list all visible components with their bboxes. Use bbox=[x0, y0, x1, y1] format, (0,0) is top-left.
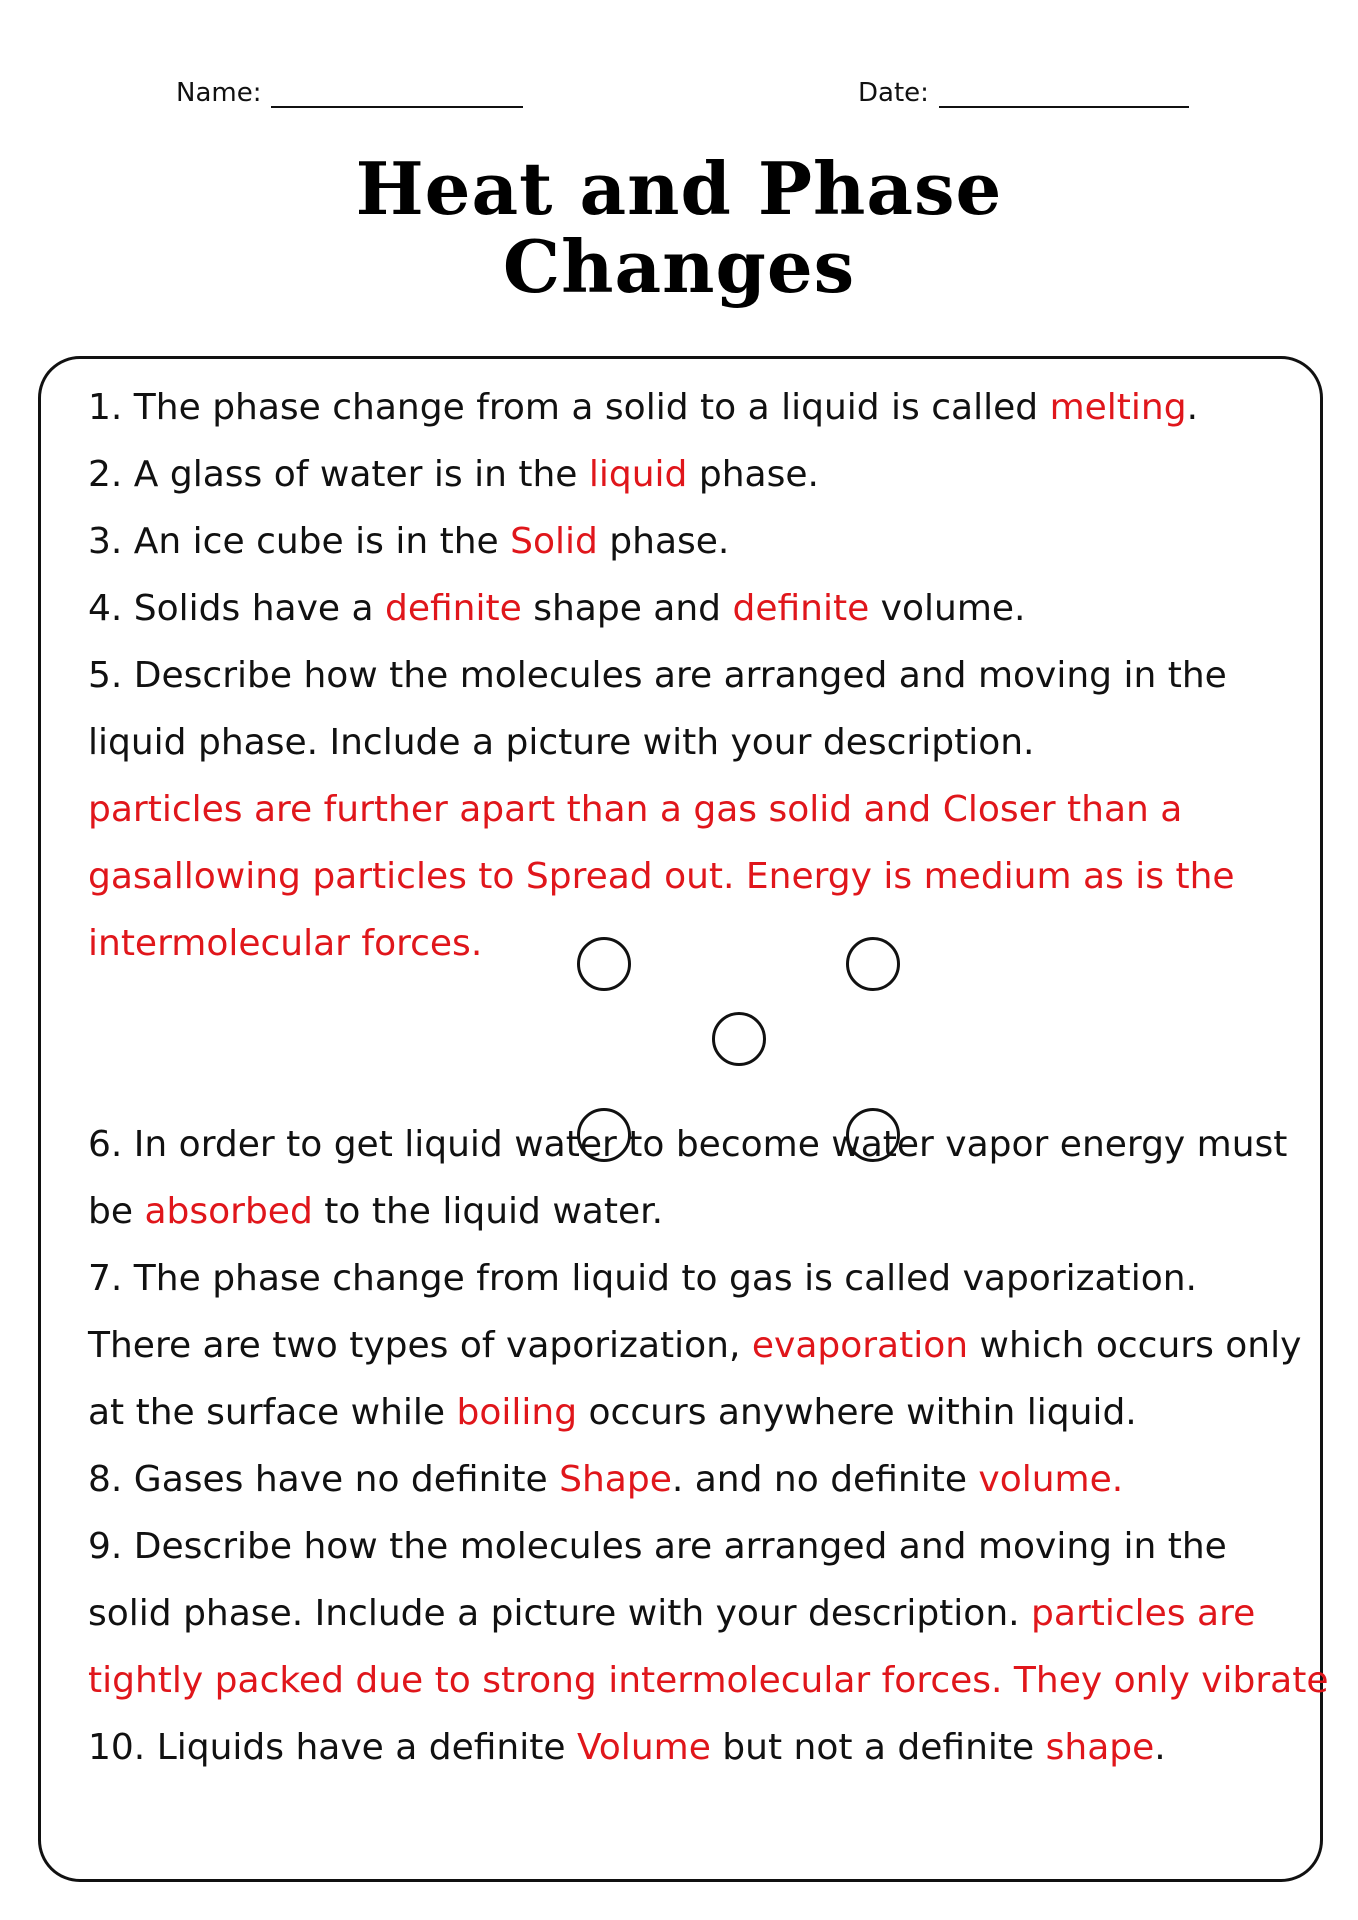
date-blank-line[interactable] bbox=[939, 78, 1189, 108]
question-6-line-2 bbox=[88, 1178, 1288, 1245]
question-4-text: 4. Solids have a bbox=[88, 588, 385, 629]
question-8-middle: . and no definite bbox=[671, 1459, 979, 1500]
question-10-text: 10. Liquids have a definite bbox=[88, 1727, 577, 1768]
question-3 bbox=[88, 508, 1288, 575]
question-2-text: 2. A glass of water is in the bbox=[88, 454, 589, 495]
particle-circle-center bbox=[712, 1012, 766, 1066]
title-line-2: Changes bbox=[502, 224, 856, 309]
question-7-line-3-text: at the surface while bbox=[88, 1392, 457, 1433]
question-10-suffix: . bbox=[1154, 1727, 1166, 1768]
question-4-suffix: volume. bbox=[869, 588, 1026, 629]
date-label: Date: bbox=[858, 78, 929, 108]
particle-circle-bottom-right bbox=[846, 1108, 900, 1162]
question-10-answer-2: shape bbox=[1045, 1727, 1155, 1768]
question-7-answer-2: boiling bbox=[456, 1392, 578, 1433]
question-1-suffix: . bbox=[1186, 387, 1199, 428]
question-7-line-1: 7. The phase change from liquid to gas is called vaporization. bbox=[88, 1258, 1197, 1299]
question-8-answer-1: Shape bbox=[559, 1459, 672, 1500]
question-4-answer-1: definite bbox=[385, 588, 522, 629]
particle-drawing-spacer bbox=[88, 977, 1288, 1111]
name-label: Name: bbox=[176, 78, 262, 108]
question-3-text: 3. An ice cube is in the bbox=[88, 521, 511, 562]
question-6-answer: absorbed bbox=[144, 1191, 313, 1232]
question-5-answer-line-2: gasallowing particles to Spread out. Energy is medium as is the bbox=[88, 856, 1235, 897]
question-7-line-3-suffix: occurs anywhere within liquid. bbox=[577, 1392, 1137, 1433]
question-5-answer-line-3: intermolecular forces. bbox=[88, 923, 483, 964]
question-3-answer: Solid bbox=[510, 521, 598, 562]
question-10-answer-1: Volume bbox=[576, 1727, 711, 1768]
name-field[interactable] bbox=[176, 78, 523, 108]
question-7-line-2-text: There are two types of vaporization, bbox=[88, 1325, 752, 1366]
question-1-text: 1. The phase change from a solid to a liquid is called bbox=[88, 387, 1050, 428]
date-field[interactable] bbox=[858, 78, 1189, 108]
question-9-answer-line-3: tightly packed due to strong intermolecular forces. They only vibrate bbox=[88, 1660, 1329, 1701]
question-7-answer-1: evaporation bbox=[751, 1325, 969, 1366]
question-8 bbox=[88, 1446, 1288, 1513]
question-8-text: 8. Gases have no definite bbox=[88, 1459, 560, 1500]
question-6-line-1: 6. In order to get liquid water to become water vapor energy must bbox=[88, 1124, 1288, 1165]
question-2 bbox=[88, 441, 1288, 508]
question-4-answer-2: definite bbox=[732, 588, 870, 629]
question-9-line-2-text: solid phase. Include a picture with your description. bbox=[88, 1593, 1032, 1634]
title-line-1: Heat and Phase bbox=[355, 146, 1003, 231]
particle-circle-bottom-left bbox=[577, 1108, 631, 1162]
question-10 bbox=[88, 1714, 1288, 1781]
question-1 bbox=[88, 374, 1288, 441]
question-8-answer-2: volume. bbox=[978, 1459, 1124, 1500]
particle-circle-top-right bbox=[846, 937, 900, 991]
question-9-line-2 bbox=[88, 1580, 1288, 1647]
question-5-line-1: 5. Describe how the molecules are arranged and moving in the bbox=[88, 655, 1227, 696]
question-6-suffix: to the liquid water. bbox=[312, 1191, 664, 1232]
question-2-answer: liquid bbox=[588, 454, 688, 495]
question-9-line-1: 9. Describe how the molecules are arranged and moving in the bbox=[88, 1526, 1227, 1567]
question-4-middle: shape and bbox=[521, 588, 733, 629]
question-5-answer-line-1: particles are further apart than a gas solid and Closer than a bbox=[88, 789, 1183, 830]
question-9-answer-line-2: particles are bbox=[1031, 1593, 1256, 1634]
question-2-suffix: phase. bbox=[687, 454, 819, 495]
name-blank-line[interactable] bbox=[271, 78, 523, 108]
question-7-line-3 bbox=[88, 1379, 1288, 1446]
page-title bbox=[0, 146, 1358, 309]
question-4 bbox=[88, 575, 1288, 642]
question-7-line-2-suffix: which occurs only bbox=[968, 1325, 1302, 1366]
worksheet-content bbox=[88, 374, 1329, 1781]
question-10-middle: but not a definite bbox=[710, 1727, 1046, 1768]
question-5-line-2: liquid phase. Include a picture with your description. bbox=[88, 722, 1035, 763]
particle-circle-top-left bbox=[577, 937, 631, 991]
question-3-suffix: phase. bbox=[597, 521, 730, 562]
question-6-text: be bbox=[88, 1191, 145, 1232]
question-1-answer: melting bbox=[1049, 387, 1187, 428]
question-7-line-2 bbox=[88, 1312, 1302, 1379]
